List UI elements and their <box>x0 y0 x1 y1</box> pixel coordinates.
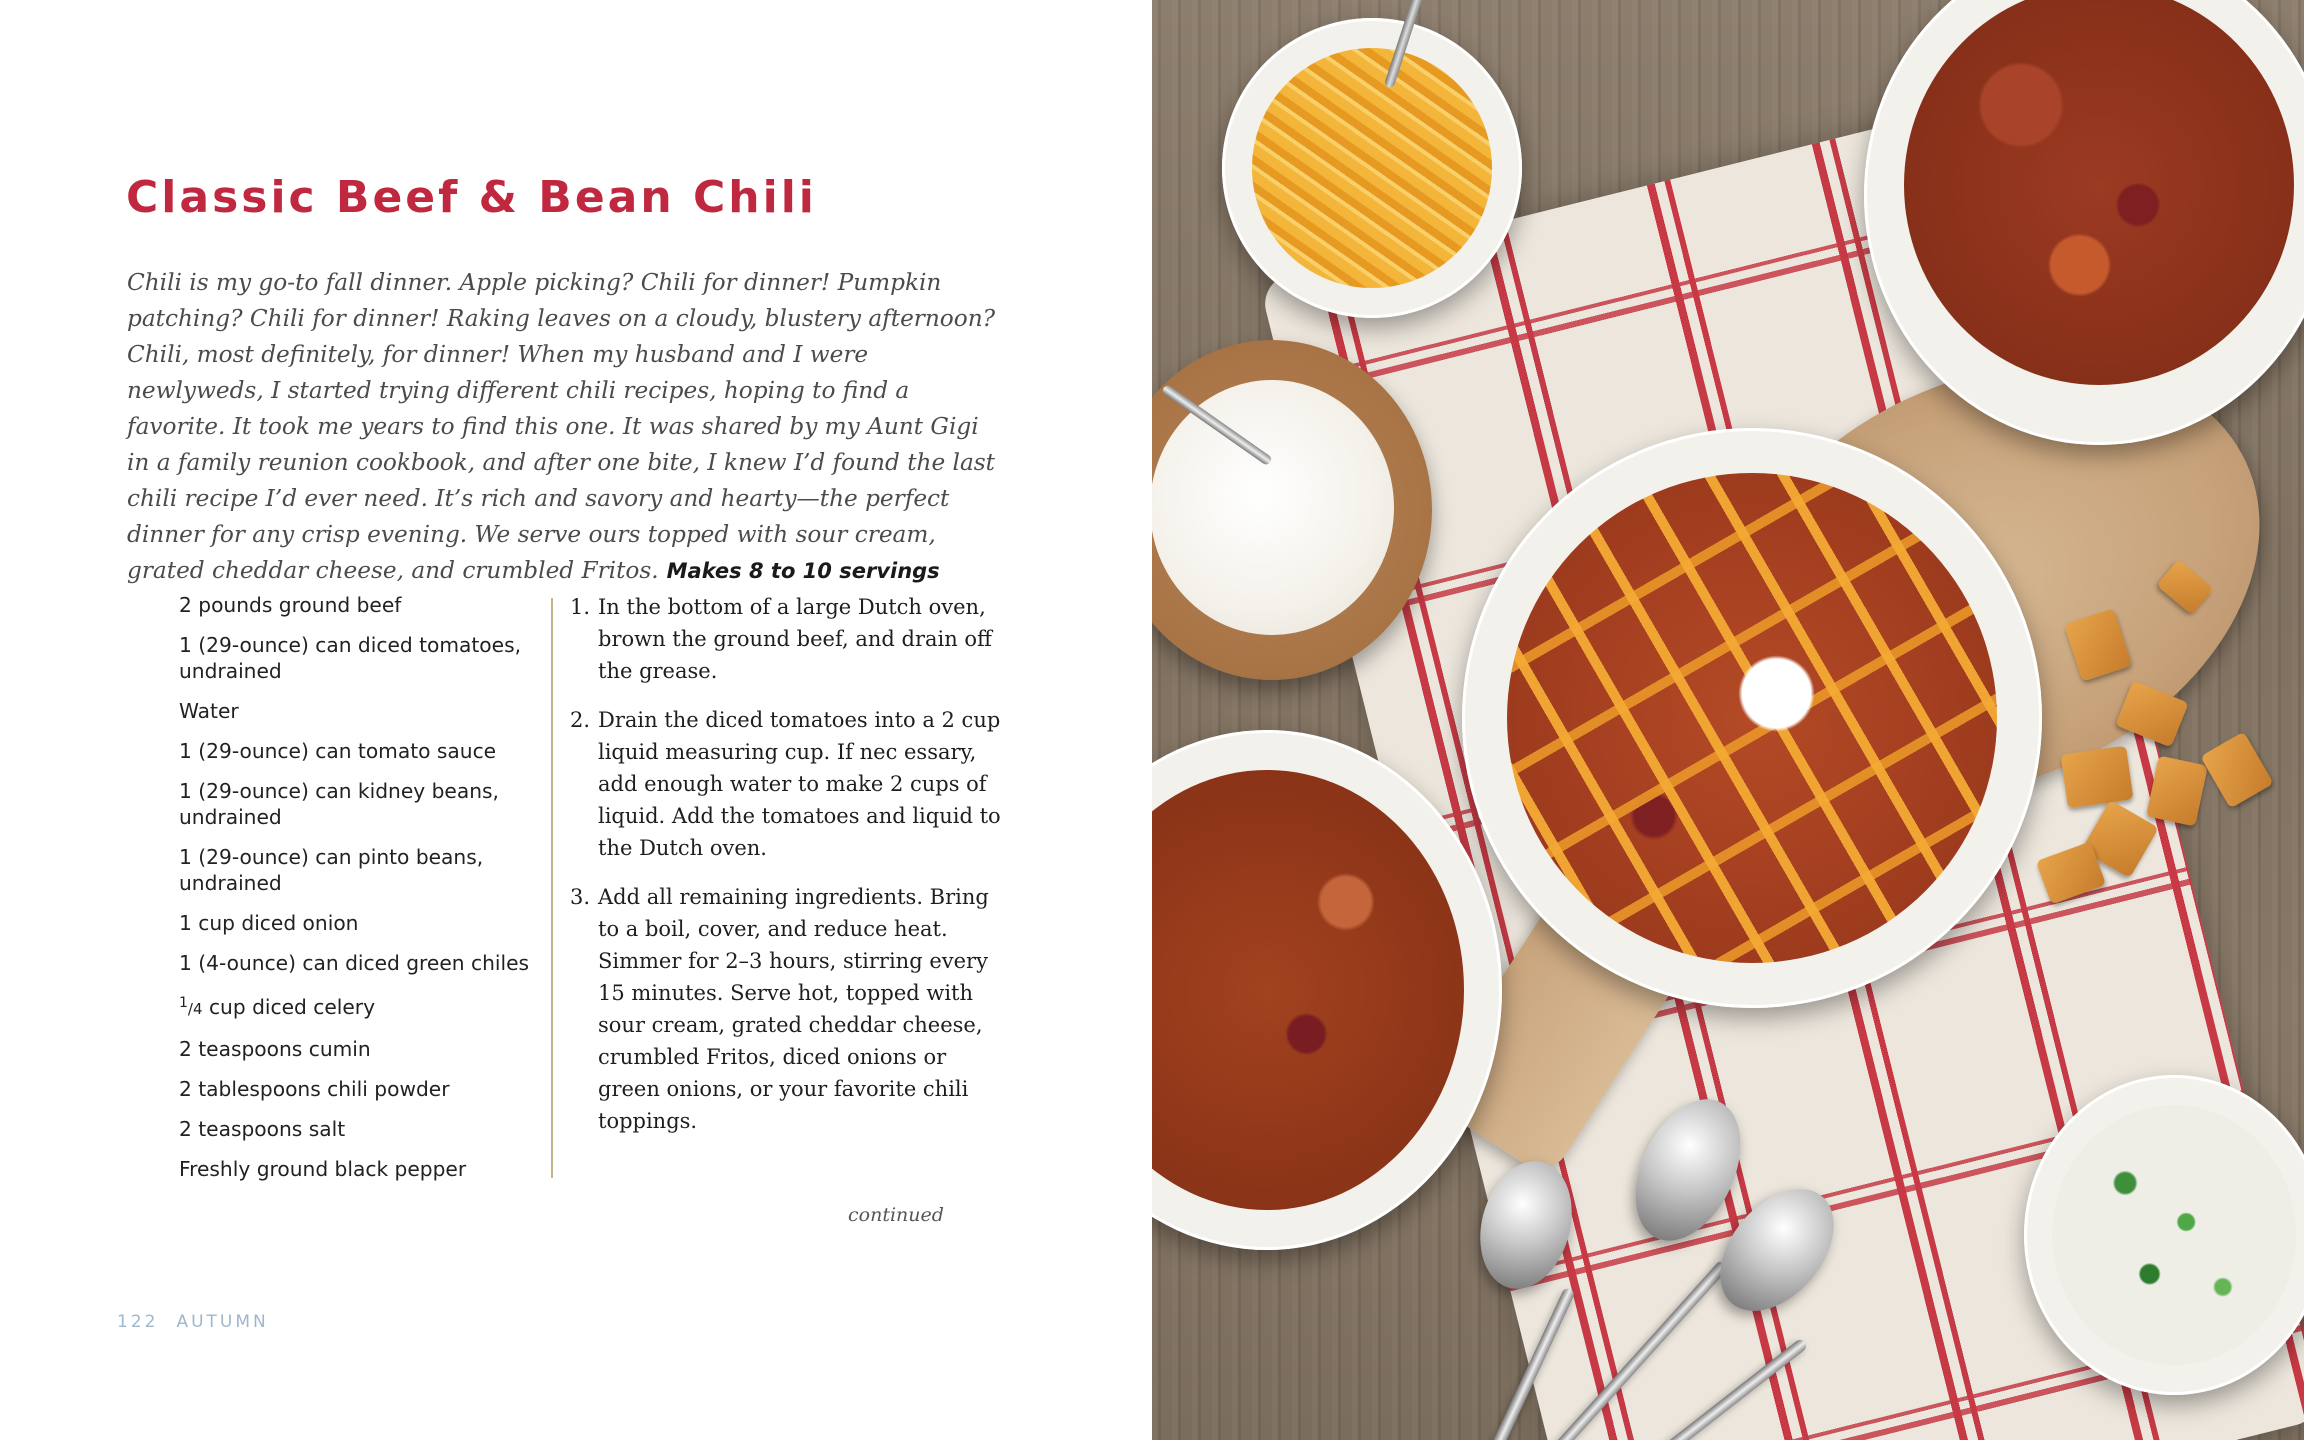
section-name: AUTUMN <box>176 1312 269 1332</box>
ingredient-item: 2 teaspoons salt <box>179 1117 346 1141</box>
step-text: In the bottom of a large Dutch oven, brown the ground beef, and drain off the grease. <box>598 595 992 683</box>
frito-chip <box>2061 746 2134 809</box>
ingredients-list <box>179 592 549 1196</box>
ingredient-item: 2 teaspoons cumin <box>179 1037 371 1061</box>
ingredient-item: 2 pounds ground beef <box>179 593 402 617</box>
column-divider <box>551 598 553 1178</box>
chili-photo <box>1152 0 2304 1440</box>
continued-note: continued <box>848 1204 944 1226</box>
shredded-cheese <box>1252 48 1492 288</box>
instruction-step <box>570 704 1010 864</box>
step-text: Add all remaining ingredients. Bring to a boil, cover, and reduce heat. Simmer for 2–3 hours, stirring every 15 minutes. Serve hot, topped with sour cream, grated cheddar cheese, crumbled Fritos, diced onions or green onions, or your favorite chili toppings. <box>598 885 989 1133</box>
frito-chip <box>2200 732 2273 809</box>
ingredient-item: 1 (29-ounce) can tomato sauce <box>179 739 497 763</box>
ingredient-item: 1 (29-ounce) can kidney beans, undrained <box>179 779 499 829</box>
cheese-bowl <box>1222 18 1522 318</box>
ingredient-text: cup diced celery <box>208 995 376 1019</box>
chili <box>1152 770 1464 1210</box>
instructions-list <box>570 591 1010 1154</box>
ingredient-item: 2 tablespoons chili powder <box>179 1077 450 1101</box>
chili <box>1904 0 2294 385</box>
servings-yield: Makes 8 to 10 servings <box>666 559 940 583</box>
step-number: 1. <box>570 595 591 619</box>
instruction-step <box>570 591 1010 687</box>
intro-text: Chili is my go-to fall dinner. Apple picking? Chili for dinner! Pumpkin patching? Chili for dinner! Raking leaves on a cloudy, blustery afternoon? Chili, most definitely, for dinner! When my husband and I were newlyweds, I started trying different chili recipes, hoping to find a favorite. It took me years to find this one. It was shared by my Aunt Gigi in a family reunion cookbook, and after one bite, I knew I’d found the last chili recipe I’d ever need. It’s rich and savory and hearty—the perfect dinner for any crisp evening. We serve ours topped with sour cream, grated cheddar cheese, and crumbled Fritos. <box>127 269 996 584</box>
sour-cream <box>1152 380 1394 635</box>
recipe-title: Classic Beef & Bean Chili <box>126 172 817 223</box>
fraction-denominator: 4 <box>192 1000 203 1018</box>
ingredient-item: 1 cup diced onion <box>179 911 359 935</box>
ingredient-item: 1 (29-ounce) can pinto beans, undrained <box>179 845 484 895</box>
step-number: 2. <box>570 708 591 732</box>
ingredient-item-celery <box>179 990 549 1022</box>
step-text: Drain the diced tomatoes into a 2 cup liquid measuring cup. If nec essary, add enough water to make 2 cups of liquid. Add the tomatoes and liquid to the Dutch oven. <box>598 708 1001 860</box>
page-number: 122 <box>117 1312 159 1332</box>
page-folio <box>117 1312 269 1332</box>
celery-fraction: $^1$/4 <box>179 995 203 1018</box>
instruction-step <box>570 881 1010 1137</box>
step-number: 3. <box>570 885 591 909</box>
ingredient-item: Water <box>179 699 239 723</box>
green-onions <box>2052 1105 2296 1365</box>
topped-chili <box>1507 473 1997 963</box>
chili-bowl-main <box>1462 428 2042 1008</box>
ingredient-item: 1 (29-ounce) can diced tomatoes, undrained <box>179 633 522 683</box>
ingredient-item: 1 (4-ounce) can diced green chiles <box>179 951 530 975</box>
recipe-intro <box>127 265 1007 589</box>
green-onion-bowl <box>2024 1075 2304 1395</box>
fraction-numerator: 1 <box>179 995 188 1011</box>
ingredient-item: Freshly ground black pepper <box>179 1157 467 1181</box>
